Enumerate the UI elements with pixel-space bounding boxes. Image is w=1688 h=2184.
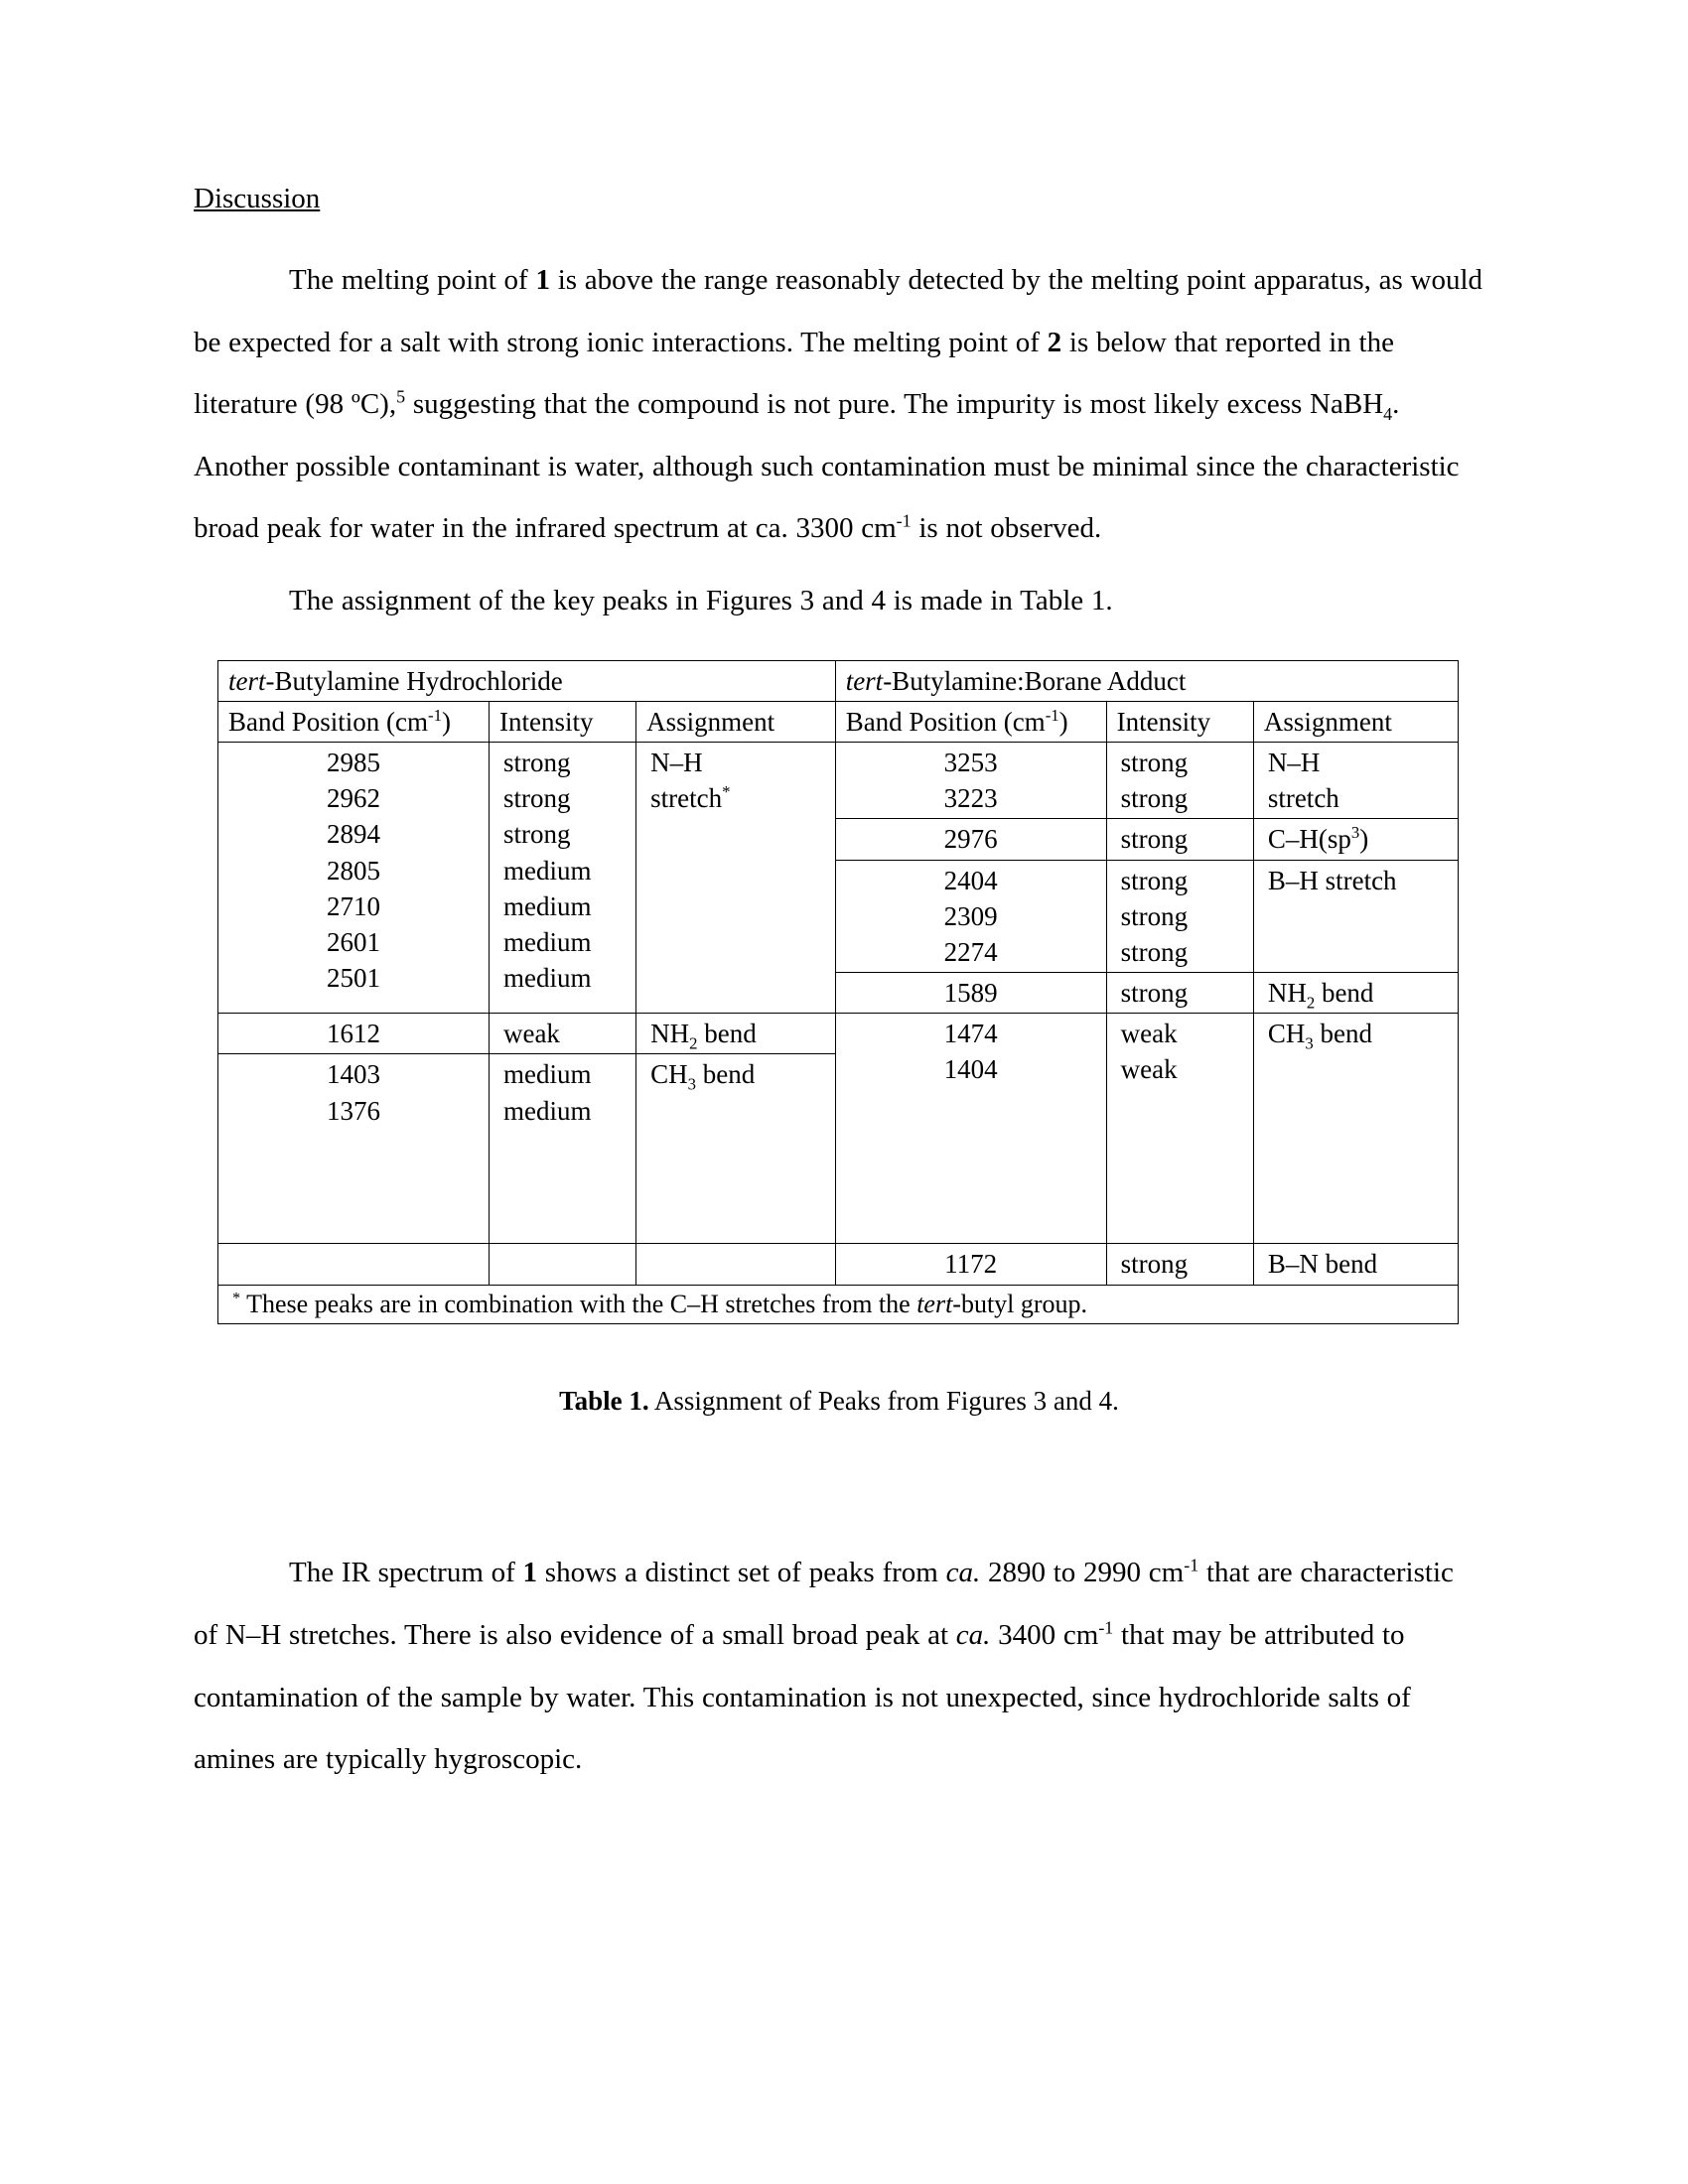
text-segment: -1	[896, 510, 912, 531]
text-segment: 3400 cm	[990, 1618, 1099, 1651]
left-band-0: 2985	[326, 747, 380, 777]
left-intensity-group-ch3	[489, 1054, 635, 1244]
left-band-group-nh	[218, 742, 490, 1013]
ch-sp3-post: )	[1359, 824, 1369, 855]
right-band-group-ch3	[835, 1014, 1106, 1244]
text-segment: The IR spectrum of	[289, 1557, 523, 1589]
right-band-6: 1589	[835, 973, 1106, 1014]
ch-sp3-exponent: 3	[1350, 823, 1360, 843]
left-assignment-nh-line2	[650, 780, 827, 816]
right-assignment-nh-line1: N–H	[1267, 747, 1321, 777]
right-ch3-post: bend	[1313, 1019, 1372, 1049]
text-segment: -1	[1098, 1617, 1114, 1638]
left-intensity-9: medium	[502, 1095, 592, 1126]
right-nh2-pre: NH	[1267, 978, 1307, 1009]
compound-title-right	[835, 660, 1458, 701]
text-segment: 2	[1047, 326, 1062, 358]
right-band-9: 1172	[835, 1244, 1106, 1285]
column-header-band-position-left	[218, 701, 490, 742]
right-intensity-group-bh	[1106, 860, 1253, 973]
right-band-4: 2309	[943, 900, 998, 931]
footnote-text-after: -butyl group.	[952, 1289, 1088, 1318]
left-assignment-nh2-bend	[636, 1014, 836, 1054]
right-band-group-bh	[835, 860, 1106, 973]
table-row-footnote	[218, 1285, 1459, 1324]
left-band-2: 2894	[326, 819, 380, 850]
text-segment: ca.	[955, 1618, 991, 1651]
text-segment: shows a distinct set of peaks from	[537, 1557, 946, 1589]
left-intensity-2: strong	[502, 819, 571, 850]
text-segment: is above the range reasonably detected by the melting point apparatus, as would be expected for a salt with strong ionic interactions. The melting point of	[194, 263, 1483, 358]
text-segment: 1	[535, 263, 550, 296]
left-intensity-1: strong	[502, 783, 571, 814]
tail-paragraphs	[194, 1542, 1484, 1791]
page-content	[194, 184, 1484, 1791]
text-segment: suggesting that the compound is not pure. The impurity is most likely excess NaBH	[405, 388, 1384, 421]
section-heading: Discussion	[194, 183, 321, 214]
left-band-6: 2501	[326, 963, 380, 994]
right-ch3-subscript: 3	[1305, 1033, 1314, 1053]
band-position-label-r: Band Position (cm	[845, 706, 1046, 737]
right-intensity-6: strong	[1106, 973, 1253, 1014]
left-band-5: 2601	[326, 926, 380, 957]
right-intensity-9: strong	[1106, 1244, 1253, 1285]
column-header-assignment-left: Assignment	[636, 701, 836, 742]
right-intensity-0: strong	[1120, 747, 1189, 777]
compound-title-left-rest: -Butylamine Hydrochloride	[265, 665, 563, 696]
right-intensity-1: strong	[1120, 783, 1189, 814]
left-intensity-7: weak	[489, 1014, 635, 1054]
right-nh2-subscript: 2	[1306, 993, 1316, 1013]
left-band-7: 1612	[218, 1014, 490, 1054]
left-ch3-pre: CH	[650, 1059, 688, 1090]
table-caption	[194, 1386, 1484, 1417]
peak-assignment-table-wrapper	[217, 660, 1459, 1325]
left-band-4: 2710	[326, 890, 380, 921]
left-nh2-pre: NH	[650, 1019, 690, 1049]
band-position-exponent-r: -1	[1045, 705, 1059, 725]
text-segment: ca.	[945, 1557, 981, 1589]
paragraph-assignment-intro	[194, 570, 1484, 632]
table-row	[218, 1014, 1459, 1054]
footnote-marker-icon: *	[722, 782, 731, 802]
left-band-group-ch3	[218, 1054, 490, 1244]
section-heading-wrapper	[194, 184, 1484, 215]
text-segment: . Another possible contaminant is water, although such contamination must be minimal since the characteristic broad peak for water in the infrared spectrum at ca. 3300 cm	[194, 388, 1460, 545]
left-intensity-0: strong	[502, 747, 571, 777]
left-band-9: 1376	[326, 1095, 380, 1126]
column-header-intensity-left: Intensity	[489, 701, 635, 742]
text-segment: The assignment of the key peaks in Figures 3 and 4 is made in Table 1.	[289, 585, 1113, 617]
left-intensity-3: medium	[502, 855, 592, 886]
text-segment: that may be attributed to contamination of the sample by water. This contamination is not unexpected, since hydrochloride salts of amines are typically hygroscopic.	[194, 1618, 1411, 1776]
left-assignment-ch3-bend	[636, 1054, 836, 1244]
right-assignment-nh-stretch	[1253, 742, 1458, 818]
footnote-italic: tert	[916, 1289, 953, 1318]
text-segment: 1	[522, 1557, 538, 1589]
text-segment: is not observed.	[911, 512, 1102, 545]
footnote-marker-icon-bottom: *	[232, 1289, 241, 1306]
right-intensity-3: strong	[1120, 865, 1189, 895]
right-intensity-2: strong	[1106, 819, 1253, 860]
right-intensity-7: weak	[1120, 1019, 1178, 1049]
band-position-exponent: -1	[428, 705, 442, 725]
right-intensity-4: strong	[1120, 900, 1189, 931]
right-intensity-8: weak	[1120, 1054, 1178, 1085]
right-assignment-nh2-bend	[1253, 973, 1458, 1014]
table-row-column-headers	[218, 701, 1459, 742]
left-band-8: 1403	[326, 1059, 380, 1090]
table-caption-label: Table 1.	[559, 1386, 649, 1417]
right-band-7: 1474	[943, 1019, 998, 1049]
right-assignment-nh-line2: stretch	[1267, 783, 1339, 814]
right-ch3-pre: CH	[1267, 1019, 1306, 1049]
column-header-band-position-right	[835, 701, 1106, 742]
band-position-label: Band Position (cm	[228, 706, 428, 737]
right-intensity-5: strong	[1120, 936, 1189, 967]
right-band-8: 1404	[943, 1054, 998, 1085]
right-assignment-bh-stretch: B–H stretch	[1253, 860, 1458, 973]
left-band-3: 2805	[326, 855, 380, 886]
right-nh2-post: bend	[1315, 978, 1374, 1009]
table-row-compound-titles	[218, 660, 1459, 701]
band-position-paren: )	[441, 706, 451, 737]
left-assignment-nh-stretch-word: stretch	[650, 783, 723, 814]
right-band-0: 3253	[943, 747, 998, 777]
right-band-2: 2976	[835, 819, 1106, 860]
right-intensity-group-ch3	[1106, 1014, 1253, 1244]
footnote-text-before: These peaks are in combination with the C–H stretches from the	[240, 1289, 917, 1318]
left-intensity-6: medium	[502, 963, 592, 994]
paragraph-melting-point	[194, 249, 1484, 560]
right-band-1: 3223	[943, 783, 998, 814]
right-assignment-ch-sp3	[1253, 819, 1458, 860]
text-segment: is below that reported in the literature (98	[194, 326, 1394, 421]
left-intensity-group-nh	[489, 742, 635, 1013]
left-empty-assignment	[636, 1244, 836, 1285]
left-ch3-subscript: 3	[687, 1074, 697, 1094]
column-header-assignment-right: Assignment	[1253, 701, 1458, 742]
text-segment: 2890 to 2990 cm	[980, 1557, 1185, 1589]
right-assignment-bn-bend: B–N bend	[1253, 1244, 1458, 1285]
compound-title-right-rest: -Butylamine:Borane Adduct	[883, 665, 1187, 696]
band-position-paren-r: )	[1058, 706, 1068, 737]
left-assignment-nh-stretch	[636, 742, 836, 1013]
left-nh2-post: bend	[697, 1019, 757, 1049]
ch-sp3-pre: C–H(sp	[1267, 824, 1351, 855]
left-assignment-nh-line1: N–H	[650, 747, 703, 777]
right-intensity-group-nh	[1106, 742, 1253, 818]
left-empty-intensity	[489, 1244, 635, 1285]
text-segment: 4	[1383, 403, 1393, 424]
text-segment: The melting point of	[289, 263, 536, 296]
table-caption-text: Assignment of Peaks from Figures 3 and 4.	[648, 1386, 1119, 1417]
text-segment: ºC),	[351, 388, 397, 421]
right-band-group-nh	[835, 742, 1106, 818]
right-assignment-ch3-bend	[1253, 1014, 1458, 1244]
left-intensity-5: medium	[502, 926, 592, 957]
left-intensity-8: medium	[502, 1059, 592, 1090]
left-band-1: 2962	[326, 783, 380, 814]
left-intensity-4: medium	[502, 890, 592, 921]
left-ch3-post: bend	[696, 1059, 756, 1090]
table-footnote	[218, 1285, 1459, 1324]
compound-title-left	[218, 660, 836, 701]
right-band-5: 2274	[943, 936, 998, 967]
left-nh2-subscript: 2	[689, 1033, 698, 1053]
table-row	[218, 742, 1459, 818]
compound-title-left-prefix: tert	[228, 665, 266, 696]
compound-title-right-prefix: tert	[845, 665, 884, 696]
text-segment: -1	[1184, 1555, 1199, 1575]
paragraph-ir-spectrum	[194, 1542, 1484, 1791]
left-empty-band	[218, 1244, 490, 1285]
table-row	[218, 1244, 1459, 1285]
column-header-intensity-right: Intensity	[1106, 701, 1253, 742]
peak-assignment-table	[217, 660, 1459, 1325]
right-band-3: 2404	[943, 865, 998, 895]
text-segment: that are characteristic of N–H stretches. There is also evidence of a small broad peak at	[194, 1557, 1454, 1651]
text-segment: 5	[396, 386, 406, 407]
